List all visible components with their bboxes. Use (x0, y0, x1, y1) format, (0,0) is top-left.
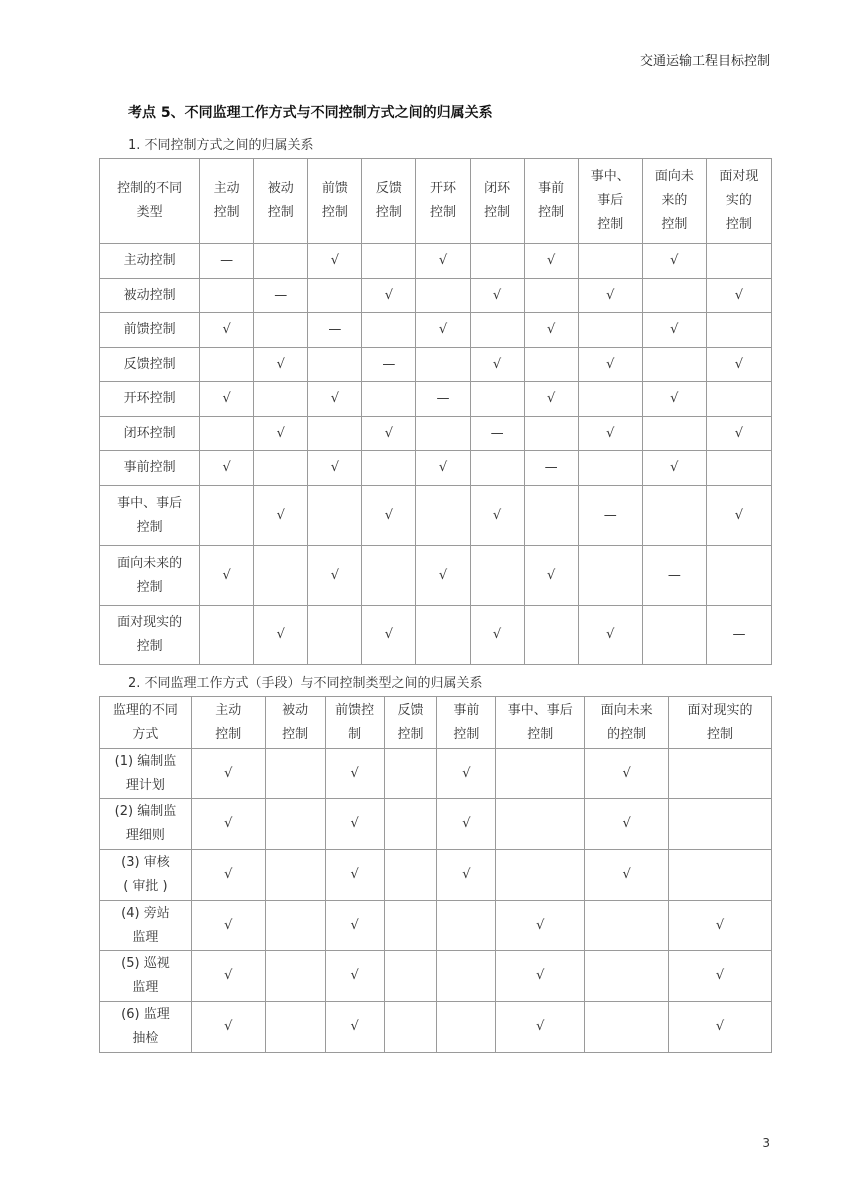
check-mark-cell: √ (642, 244, 706, 279)
running-header: 交通运输工程目标控制 (639, 54, 770, 69)
dash-cell: — (308, 313, 362, 348)
row-label (100, 951, 192, 1002)
check-mark-cell: √ (325, 799, 384, 850)
empty-cell (200, 348, 254, 382)
empty-cell (524, 279, 578, 313)
empty-cell (437, 951, 496, 1002)
check-mark-cell: √ (200, 313, 254, 348)
empty-cell (308, 606, 362, 665)
check-mark-cell: √ (437, 749, 496, 799)
empty-cell (384, 951, 437, 1002)
cell-text-line: 面对现实的 (117, 615, 183, 630)
empty-cell (470, 451, 524, 486)
dash-cell: — (416, 382, 470, 417)
table-row (100, 606, 772, 665)
check-mark-cell: √ (308, 244, 362, 279)
cell-text-line: 控制 (321, 205, 348, 220)
empty-cell (669, 749, 772, 799)
check-mark-cell: √ (578, 279, 642, 313)
row-label (100, 486, 200, 546)
empty-cell (265, 799, 325, 850)
empty-cell (254, 451, 308, 486)
row-label (100, 606, 200, 665)
check-mark-cell: √ (585, 799, 669, 850)
check-mark-cell: √ (706, 417, 771, 451)
dash-cell: — (254, 279, 308, 313)
cell-text-line: 控制 (707, 726, 734, 742)
check-mark-cell: √ (191, 901, 265, 951)
cell-text-line: 的控制 (607, 726, 647, 742)
cell-text-line: 前馈控 (335, 702, 375, 718)
row-label (100, 546, 200, 606)
check-mark-cell: √ (362, 417, 416, 451)
column-header (496, 697, 585, 749)
check-mark-cell: √ (706, 486, 771, 546)
check-mark-cell: √ (578, 417, 642, 451)
cell-text-line: 控制 (597, 217, 624, 232)
column-header (265, 697, 325, 749)
check-mark-cell: √ (362, 606, 416, 665)
empty-cell (578, 382, 642, 417)
column-header (100, 697, 192, 749)
check-mark-cell: √ (524, 313, 578, 348)
cell-text-line: 控制 (136, 639, 163, 654)
cell-text-line: 开环 (429, 181, 456, 196)
cell-text-line: 方式 (132, 726, 159, 742)
empty-cell (416, 417, 470, 451)
column-header (706, 159, 771, 244)
cell-text-line: 事前 (453, 702, 480, 718)
cell-text-line: 监理的不同 (112, 702, 178, 718)
column-header (642, 159, 706, 244)
subtitle-1: 1. 不同控制方式之间的归属关系 (128, 138, 314, 153)
check-mark-cell: √ (578, 606, 642, 665)
dash-cell: — (470, 417, 524, 451)
header-row (100, 159, 772, 244)
cell-text-line: 事前控制 (123, 460, 176, 475)
cell-text-line: (1) 编制监 (114, 753, 177, 769)
empty-cell (496, 799, 585, 850)
cell-text-line: 控制 (267, 205, 294, 220)
cell-text-line: (4) 旁站 (121, 905, 170, 921)
check-mark-cell: √ (706, 279, 771, 313)
empty-cell (362, 451, 416, 486)
check-mark-cell: √ (200, 546, 254, 606)
check-mark-cell: √ (416, 451, 470, 486)
empty-cell (265, 850, 325, 901)
check-mark-cell: √ (585, 850, 669, 901)
check-mark-cell: √ (325, 1002, 384, 1053)
cell-text-line: 控制 (527, 726, 554, 742)
check-mark-cell: √ (470, 606, 524, 665)
check-mark-cell: √ (325, 901, 384, 951)
cell-text-line: 控制 (136, 579, 163, 595)
header-row (100, 697, 772, 749)
check-mark-cell: √ (496, 951, 585, 1002)
cell-text-line: 控制 (484, 205, 511, 220)
check-mark-cell: √ (496, 1002, 585, 1053)
dash-cell: — (200, 244, 254, 279)
cell-text-line: 前馈控制 (123, 322, 176, 337)
check-mark-cell: √ (325, 749, 384, 799)
cell-text-line: 闭环控制 (123, 425, 176, 441)
check-mark-cell: √ (191, 951, 265, 1002)
empty-cell (706, 546, 771, 606)
row-label (100, 279, 200, 313)
check-mark-cell: √ (191, 749, 265, 799)
cell-text-line: 面向未 (654, 169, 694, 184)
dash-cell: — (578, 486, 642, 546)
empty-cell (362, 382, 416, 417)
empty-cell (265, 951, 325, 1002)
empty-cell (496, 850, 585, 901)
column-header (308, 159, 362, 244)
empty-cell (524, 417, 578, 451)
empty-cell (578, 546, 642, 606)
check-mark-cell: √ (524, 546, 578, 606)
check-mark-cell: √ (669, 901, 772, 951)
empty-cell (524, 348, 578, 382)
check-mark-cell: √ (470, 348, 524, 382)
column-header (384, 697, 437, 749)
empty-cell (578, 244, 642, 279)
column-header (578, 159, 642, 244)
cell-text-line: 控制 (215, 726, 242, 742)
empty-cell (706, 451, 771, 486)
empty-cell (706, 244, 771, 279)
cell-text-line: 面向未来的 (117, 555, 183, 571)
empty-cell (265, 901, 325, 951)
column-header (524, 159, 578, 244)
cell-text-line: 事中、事后 (117, 495, 183, 511)
empty-cell (669, 799, 772, 850)
table-row (100, 382, 772, 417)
column-header (416, 159, 470, 244)
dash-cell: — (642, 546, 706, 606)
empty-cell (524, 486, 578, 546)
empty-cell (642, 348, 706, 382)
column-header (325, 697, 384, 749)
check-mark-cell: √ (254, 348, 308, 382)
check-mark-cell: √ (437, 799, 496, 850)
cell-text-line: 被动 (267, 181, 294, 196)
row-label (100, 451, 200, 486)
cell-text-line: 被动 (282, 702, 309, 718)
empty-cell (642, 279, 706, 313)
dash-cell: — (706, 606, 771, 665)
empty-cell (308, 348, 362, 382)
empty-cell (524, 606, 578, 665)
cell-text-line: 理计划 (125, 777, 165, 793)
empty-cell (642, 606, 706, 665)
row-label (100, 382, 200, 417)
check-mark-cell: √ (325, 951, 384, 1002)
check-mark-cell: √ (642, 451, 706, 486)
column-header (585, 697, 669, 749)
empty-cell (669, 850, 772, 901)
row-label (100, 749, 192, 799)
cell-text-line: 理细则 (125, 828, 165, 843)
check-mark-cell: √ (470, 279, 524, 313)
empty-cell (265, 1002, 325, 1053)
cell-text-line: 面向未来 (600, 702, 653, 718)
row-label (100, 417, 200, 451)
column-header (362, 159, 416, 244)
empty-cell (470, 313, 524, 348)
check-mark-cell: √ (642, 313, 706, 348)
cell-text-line: 面对现实的 (687, 702, 753, 718)
cell-text-line: (2) 编制监 (114, 804, 177, 819)
check-mark-cell: √ (669, 1002, 772, 1053)
table-row (100, 451, 772, 486)
table-row (100, 901, 772, 951)
empty-cell (416, 486, 470, 546)
cell-text-line: 控制的不同 (117, 181, 183, 196)
cell-text-line: 抽检 (132, 1031, 159, 1046)
empty-cell (265, 749, 325, 799)
check-mark-cell: √ (585, 749, 669, 799)
empty-cell (384, 850, 437, 901)
empty-cell (308, 417, 362, 451)
column-header (437, 697, 496, 749)
column-header (470, 159, 524, 244)
table-row (100, 749, 772, 799)
column-header (100, 159, 200, 244)
row-label (100, 799, 192, 850)
table-row (100, 417, 772, 451)
cell-text-line: 主动 (213, 181, 240, 196)
table-row (100, 546, 772, 606)
empty-cell (578, 313, 642, 348)
empty-cell (642, 417, 706, 451)
empty-cell (200, 606, 254, 665)
cell-text-line: 事后 (597, 193, 624, 208)
empty-cell (496, 749, 585, 799)
empty-cell (384, 1002, 437, 1053)
page-number: 3 (762, 1136, 770, 1150)
row-label (100, 1002, 192, 1053)
empty-cell (578, 451, 642, 486)
check-mark-cell: √ (362, 279, 416, 313)
check-mark-cell: √ (191, 799, 265, 850)
empty-cell (362, 546, 416, 606)
check-mark-cell: √ (308, 546, 362, 606)
table-row (100, 486, 772, 546)
empty-cell (362, 313, 416, 348)
empty-cell (437, 901, 496, 951)
empty-cell (254, 313, 308, 348)
table-row (100, 799, 772, 850)
cell-text-line: 控制 (725, 217, 752, 232)
column-header (254, 159, 308, 244)
empty-cell (470, 382, 524, 417)
empty-cell (585, 1002, 669, 1053)
control-relations-table (99, 158, 772, 665)
table-row (100, 951, 772, 1002)
empty-cell (416, 279, 470, 313)
cell-text-line: 类型 (136, 205, 163, 220)
check-mark-cell: √ (191, 1002, 265, 1053)
cell-text-line: (5) 巡视 (121, 956, 170, 971)
check-mark-cell: √ (578, 348, 642, 382)
empty-cell (384, 799, 437, 850)
empty-cell (416, 606, 470, 665)
empty-cell (362, 244, 416, 279)
empty-cell (585, 951, 669, 1002)
check-mark-cell: √ (308, 382, 362, 417)
cell-text-line: 控制 (453, 726, 480, 742)
check-mark-cell: √ (191, 850, 265, 901)
row-label (100, 850, 192, 901)
cell-text-line: 事中、事后 (507, 702, 573, 718)
cell-text-line: ( 审批 ) (123, 879, 168, 894)
cell-text-line: 反馈 (397, 702, 424, 718)
row-label (100, 348, 200, 382)
empty-cell (254, 244, 308, 279)
check-mark-cell: √ (706, 348, 771, 382)
cell-text-line: (6) 监理 (121, 1007, 170, 1022)
table-row (100, 1002, 772, 1053)
subtitle-2: 2. 不同监理工作方式（手段）与不同控制类型之间的归属关系 (128, 676, 483, 691)
table-row (100, 850, 772, 901)
section-title: 考点 5、不同监理工作方式与不同控制方式之间的归属关系 (128, 105, 493, 121)
row-label (100, 313, 200, 348)
check-mark-cell: √ (200, 382, 254, 417)
empty-cell (437, 1002, 496, 1053)
check-mark-cell: √ (200, 451, 254, 486)
check-mark-cell: √ (470, 486, 524, 546)
cell-text-line: 面对现 (719, 169, 759, 184)
check-mark-cell: √ (416, 244, 470, 279)
table-row (100, 348, 772, 382)
column-header (191, 697, 265, 749)
check-mark-cell: √ (254, 486, 308, 546)
cell-text-line: 事前 (538, 181, 565, 196)
check-mark-cell: √ (308, 451, 362, 486)
cell-text-line: 监理 (132, 929, 159, 945)
cell-text-line: 监理 (132, 980, 159, 995)
empty-cell (200, 417, 254, 451)
table-row (100, 313, 772, 348)
cell-text-line: 控制 (282, 726, 309, 742)
cell-text-line: 前馈 (321, 181, 348, 196)
empty-cell (384, 749, 437, 799)
empty-cell (308, 486, 362, 546)
cell-text-line: 主动 (215, 702, 242, 718)
cell-text-line: 实的 (725, 193, 752, 208)
empty-cell (585, 901, 669, 951)
empty-cell (200, 279, 254, 313)
check-mark-cell: √ (416, 313, 470, 348)
dash-cell: — (524, 451, 578, 486)
cell-text-line: 控制 (661, 217, 688, 232)
empty-cell (384, 901, 437, 951)
check-mark-cell: √ (524, 382, 578, 417)
cell-text-line: 控制 (538, 205, 565, 220)
check-mark-cell: √ (254, 417, 308, 451)
cell-text-line: 制 (348, 726, 362, 742)
column-header (669, 697, 772, 749)
cell-text-line: 控制 (213, 205, 240, 220)
check-mark-cell: √ (254, 606, 308, 665)
cell-text-line: 被动控制 (123, 287, 176, 303)
cell-text-line: 来的 (661, 193, 688, 208)
check-mark-cell: √ (325, 850, 384, 901)
cell-text-line: 反馈 (375, 181, 402, 196)
row-label (100, 901, 192, 951)
empty-cell (308, 279, 362, 313)
empty-cell (642, 486, 706, 546)
empty-cell (470, 244, 524, 279)
empty-cell (416, 348, 470, 382)
check-mark-cell: √ (437, 850, 496, 901)
dash-cell: — (362, 348, 416, 382)
row-label (100, 244, 200, 279)
empty-cell (200, 486, 254, 546)
empty-cell (706, 313, 771, 348)
empty-cell (254, 382, 308, 417)
check-mark-cell: √ (524, 244, 578, 279)
cell-text-line: 闭环 (484, 181, 511, 196)
table-row (100, 244, 772, 279)
check-mark-cell: √ (669, 951, 772, 1002)
empty-cell (470, 546, 524, 606)
cell-text-line: (3) 审核 (121, 855, 170, 870)
empty-cell (254, 546, 308, 606)
cell-text-line: 控制 (136, 519, 163, 535)
supervision-method-table (99, 696, 772, 1053)
table-row (100, 279, 772, 313)
cell-text-line: 开环控制 (123, 391, 176, 406)
cell-text-line: 主动控制 (123, 253, 176, 268)
check-mark-cell: √ (416, 546, 470, 606)
cell-text-line: 控制 (375, 205, 402, 220)
empty-cell (706, 382, 771, 417)
cell-text-line: 控制 (429, 205, 456, 220)
check-mark-cell: √ (362, 486, 416, 546)
cell-text-line: 反馈控制 (123, 356, 176, 372)
column-header (200, 159, 254, 244)
cell-text-line: 控制 (397, 726, 424, 742)
cell-text-line: 事中、 (590, 169, 630, 184)
check-mark-cell: √ (496, 901, 585, 951)
check-mark-cell: √ (642, 382, 706, 417)
